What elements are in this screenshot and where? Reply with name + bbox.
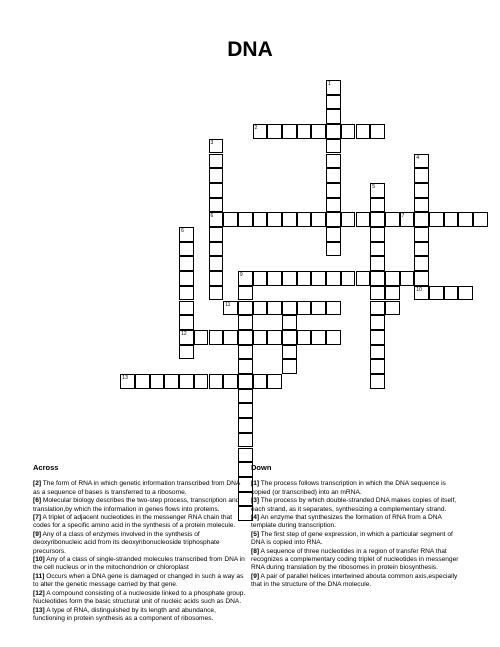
crossword-cell[interactable] [341, 271, 356, 286]
crossword-cell[interactable] [385, 286, 400, 301]
crossword-cell[interactable] [414, 286, 429, 301]
across-clue [33, 497, 246, 514]
crossword-cell[interactable] [297, 212, 312, 227]
crossword-cell[interactable] [400, 212, 415, 227]
down-heading: Down [251, 463, 272, 472]
crossword-cell[interactable] [209, 168, 224, 183]
clue-text: A pair of parallel helices intertwined abouta common axis,especially that in the structure of the DNA molecule. [251, 572, 458, 589]
crossword-cell[interactable] [370, 359, 385, 374]
crossword-cell[interactable] [238, 345, 253, 360]
clue-text: Any of a class of enzymes involved in the synthesis of deoxyribonucleic acid from its deoxyribonucleoside triphosphate precursors. [33, 530, 220, 555]
clue-text: A triplet of adjacent nucleotides in the messenger RNA chain that codes for a specific amino acid in the synthesis of a protein molecule. [33, 514, 236, 530]
crossword-cell[interactable] [238, 301, 253, 316]
crossword-cell[interactable] [267, 124, 282, 139]
crossword-cell[interactable] [414, 256, 429, 271]
crossword-cell[interactable] [223, 330, 238, 345]
crossword-cell[interactable] [179, 286, 194, 301]
across-clue [33, 607, 246, 624]
crossword-cell[interactable] [209, 212, 224, 227]
clue-text: Occurs when a DNA gene is damaged or changed in such a way as to alter the genetic message carried by that gene. [33, 572, 244, 589]
crossword-cell[interactable] [209, 256, 224, 271]
crossword-cell[interactable] [297, 330, 312, 345]
crossword-cell[interactable] [209, 183, 224, 198]
crossword-cell[interactable] [458, 212, 473, 227]
crossword-cell[interactable] [238, 212, 253, 227]
crossword-cell[interactable] [223, 374, 238, 389]
crossword-cell[interactable] [282, 345, 297, 360]
crossword-cell[interactable] [209, 330, 224, 345]
clue-text: A sequence of three nucleotides in a region of transfer RNA that recognizes a complementary coding triplet of nucleotides in messenger RNA during translation by the ribosomes in protein biosynthesis. [251, 547, 459, 572]
clue-text: The form of RNA in which genetic information transcribed from DNA as a sequence of bases is transferred to a ribosome. [33, 480, 240, 496]
crossword-cell[interactable] [238, 286, 253, 301]
across-clue [33, 514, 246, 531]
crossword-cell[interactable] [282, 124, 297, 139]
page-title: DNA [227, 38, 273, 61]
crossword-cell[interactable] [326, 198, 341, 213]
crossword-cell[interactable] [179, 256, 194, 271]
across-clue [33, 531, 246, 556]
crossword-cell[interactable] [370, 286, 385, 301]
crossword-cell[interactable] [209, 271, 224, 286]
clue-text: An enzyme that synthesizes the formation of RNA from a DNA template during transcription. [251, 514, 442, 530]
clue-ref: [3] [251, 497, 260, 505]
crossword-cell[interactable] [326, 139, 341, 154]
crossword-cell[interactable] [297, 124, 312, 139]
down-clue [251, 497, 467, 514]
clue-number: 3 [210, 139, 214, 146]
across-clue [33, 590, 246, 607]
crossword-cell[interactable] [120, 374, 135, 389]
clue-ref: [11] [33, 572, 45, 580]
crossword-cell[interactable] [370, 315, 385, 330]
crossword-cell[interactable] [326, 330, 341, 345]
crossword-cell[interactable] [414, 227, 429, 242]
down-clues [251, 464, 467, 590]
crossword-cell[interactable] [473, 212, 488, 227]
crossword-cell[interactable] [370, 242, 385, 257]
crossword-cell[interactable] [370, 374, 385, 389]
crossword-cell[interactable] [311, 124, 326, 139]
crossword-cell[interactable] [341, 212, 356, 227]
crossword-cell[interactable] [150, 374, 165, 389]
down-clue [251, 531, 467, 548]
crossword-cell[interactable] [356, 271, 371, 286]
down-clue [251, 480, 467, 497]
crossword-cell[interactable] [209, 374, 224, 389]
crossword-cell[interactable] [209, 198, 224, 213]
crossword-cell[interactable] [326, 242, 341, 257]
crossword-cell[interactable] [238, 330, 253, 345]
clue-ref: [7] [33, 514, 42, 522]
crossword-cell[interactable] [209, 227, 224, 242]
down-clue [251, 514, 467, 531]
crossword-cell[interactable] [209, 286, 224, 301]
crossword-cell[interactable] [458, 286, 473, 301]
crossword-cell[interactable] [444, 212, 459, 227]
clue-ref: [6] [33, 497, 42, 505]
crossword-cell[interactable] [179, 242, 194, 257]
clue-ref: [8] [251, 547, 260, 555]
clue-text: A compound consisting of a nucleoside linked to a phosphate group. Nucleotides form the basic structural unit of nucleic acids such as DNA. [33, 589, 246, 606]
crossword-cell[interactable] [414, 212, 429, 227]
crossword-cell[interactable] [326, 301, 341, 316]
clue-ref: [9] [33, 530, 42, 538]
crossword-cell[interactable] [370, 330, 385, 345]
across-clues [33, 464, 246, 623]
crossword-cell[interactable] [370, 345, 385, 360]
crossword-cell[interactable] [414, 198, 429, 213]
crossword-cell[interactable] [326, 183, 341, 198]
crossword-cell[interactable] [311, 212, 326, 227]
clue-number: 12 [181, 330, 187, 337]
crossword-cell[interactable] [194, 330, 209, 345]
clue-text: Any of a class of single-stranded molecules transcribed from DNA in the cell nucleus or in the mitochondrion or chloroplast [33, 556, 245, 572]
crossword-cell[interactable] [326, 271, 341, 286]
clue-text: The process by which double-stranded DNA makes copies of itself, each strand, as it separates, synthesizing a complementary strand. [251, 497, 457, 513]
crossword-cell[interactable] [356, 212, 371, 227]
crossword-cell[interactable] [282, 271, 297, 286]
crossword-cell[interactable] [238, 374, 253, 389]
crossword-cell[interactable] [223, 212, 238, 227]
across-heading: Across [33, 463, 59, 472]
crossword-cell[interactable] [414, 183, 429, 198]
clue-number: 2 [254, 125, 258, 132]
clue-number: 6 [210, 213, 214, 220]
crossword-cell[interactable] [238, 271, 253, 286]
crossword-cell[interactable] [164, 374, 179, 389]
clue-ref: [4] [251, 514, 260, 522]
crossword-cell[interactable] [179, 301, 194, 316]
crossword-cell[interactable] [179, 271, 194, 286]
clue-text: The first step of gene expression, in which a particular segment of DNA is copied into RNA. [251, 530, 453, 547]
crossword-cell[interactable] [297, 301, 312, 316]
crossword-cell[interactable] [282, 315, 297, 330]
clue-ref: [2] [33, 480, 42, 488]
crossword-cell[interactable] [179, 330, 194, 345]
crossword-cell[interactable] [253, 124, 268, 139]
crossword-cell[interactable] [179, 345, 194, 360]
crossword-cell[interactable] [209, 154, 224, 169]
clue-number: 1 [328, 81, 331, 87]
crossword-cell[interactable] [400, 271, 415, 286]
crossword-cell[interactable] [297, 271, 312, 286]
crossword-cell[interactable] [326, 124, 341, 139]
crossword-cell[interactable] [326, 80, 341, 95]
crossword-cell[interactable] [414, 271, 429, 286]
clue-number: 4 [416, 154, 420, 161]
clue-text: The process follows transcription in which the DNA sequence is copied (or transcribed) into an mRNA. [251, 480, 446, 496]
crossword-cell[interactable] [223, 301, 238, 316]
clue-ref: [9] [251, 572, 260, 580]
crossword-cell[interactable] [326, 168, 341, 183]
crossword-cell[interactable] [370, 212, 385, 227]
crossword-cell[interactable] [385, 301, 400, 316]
crossword-cell[interactable] [311, 271, 326, 286]
clue-text: A type of RNA, distinguished by its length and abundance, functioning in protein synthesis as a component of ribosomes. [33, 606, 216, 622]
crossword-cell[interactable] [326, 212, 341, 227]
clue-ref: [13] [33, 606, 45, 614]
clue-ref: [1] [251, 480, 260, 488]
crossword-cell[interactable] [326, 109, 341, 124]
clue-number: 9 [239, 272, 243, 279]
across-clue [33, 480, 246, 497]
crossword-cell[interactable] [311, 301, 326, 316]
crossword-cell[interactable] [135, 374, 150, 389]
crossword-cell[interactable] [370, 256, 385, 271]
clue-number: 6 [181, 228, 184, 234]
crossword-cell[interactable] [370, 198, 385, 213]
crossword-cell[interactable] [238, 433, 253, 448]
crossword-cell[interactable] [370, 271, 385, 286]
crossword-cell[interactable] [444, 286, 459, 301]
crossword-cell[interactable] [267, 271, 282, 286]
clue-ref: [10] [33, 556, 45, 564]
crossword-cell[interactable] [311, 330, 326, 345]
crossword-cell[interactable] [253, 330, 268, 345]
crossword-cell[interactable] [238, 359, 253, 374]
crossword-cell[interactable] [326, 227, 341, 242]
crossword-cell[interactable] [267, 301, 282, 316]
crossword-cell[interactable] [385, 271, 400, 286]
crossword-cell[interactable] [326, 95, 341, 110]
crossword-cell[interactable] [267, 212, 282, 227]
crossword-cell[interactable] [209, 242, 224, 257]
crossword-cell[interactable] [282, 330, 297, 345]
crossword-cell[interactable] [209, 139, 224, 154]
crossword-cell[interactable] [267, 374, 282, 389]
crossword-cell[interactable] [194, 374, 209, 389]
crossword-cell[interactable] [238, 403, 253, 418]
crossword-cell[interactable] [282, 301, 297, 316]
clue-text: Molecular biology describes the two-step process, transcription and translation,by which the information in genes flows into proteins. [33, 497, 240, 513]
crossword-cell[interactable] [414, 154, 429, 169]
crossword-cell[interactable] [238, 448, 253, 463]
crossword-cell[interactable] [370, 124, 385, 139]
crossword-cell[interactable] [238, 418, 253, 433]
crossword-cell[interactable] [385, 212, 400, 227]
crossword-cell[interactable] [253, 374, 268, 389]
down-clue [251, 573, 467, 590]
crossword-cell[interactable] [341, 124, 356, 139]
crossword-cell[interactable] [326, 154, 341, 169]
crossword-cell[interactable] [414, 242, 429, 257]
crossword-cell[interactable] [238, 315, 253, 330]
crossword-cell[interactable] [370, 301, 385, 316]
clue-number: 10 [416, 286, 422, 293]
crossword-cell[interactable] [370, 227, 385, 242]
crossword-cell[interactable] [267, 330, 282, 345]
crossword-cell[interactable] [253, 271, 268, 286]
clue-number: 7 [401, 213, 405, 220]
crossword-cell[interactable] [370, 183, 385, 198]
crossword-cell[interactable] [238, 389, 253, 404]
clue-number: 5 [372, 183, 375, 190]
across-clue [33, 556, 246, 573]
crossword-cell[interactable] [282, 359, 297, 374]
clue-number: 11 [225, 301, 231, 308]
crossword-cell[interactable] [282, 212, 297, 227]
down-clue [251, 548, 467, 573]
crossword-cell[interactable] [414, 168, 429, 183]
crossword-cell[interactable] [253, 301, 268, 316]
crossword-cell[interactable] [356, 124, 371, 139]
clue-ref: [12] [33, 589, 45, 597]
crossword-cell[interactable] [179, 315, 194, 330]
crossword-cell[interactable] [179, 374, 194, 389]
crossword-cell[interactable] [253, 212, 268, 227]
across-clue [33, 573, 246, 590]
crossword-cell[interactable] [429, 286, 444, 301]
crossword-cell[interactable] [429, 212, 444, 227]
clue-ref: [5] [251, 530, 260, 538]
clue-number: 13 [122, 375, 128, 381]
crossword-cell[interactable] [179, 227, 194, 242]
